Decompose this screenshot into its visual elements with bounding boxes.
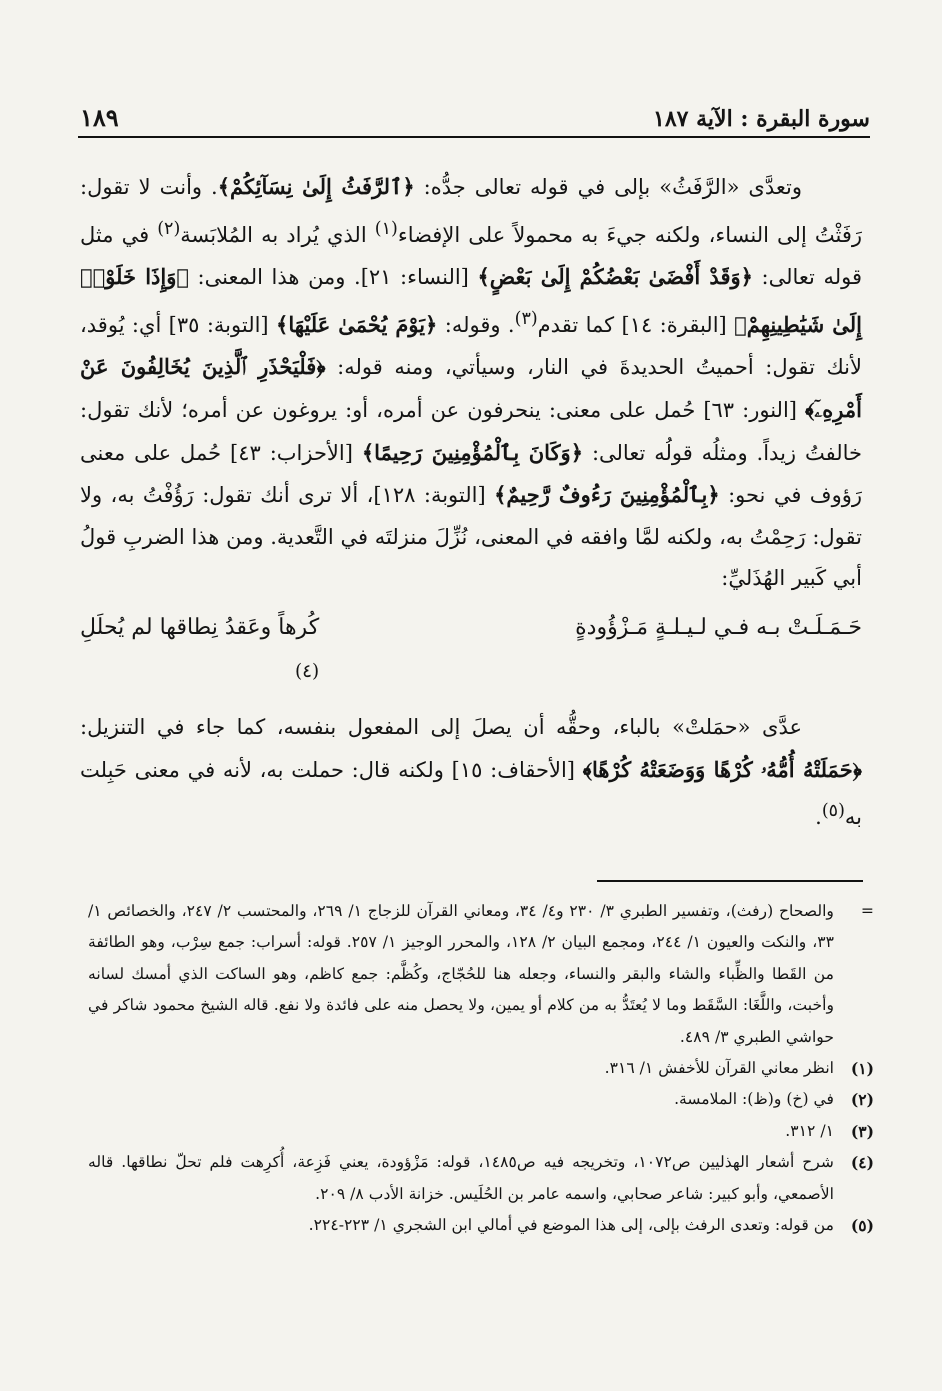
page-number: ١٨٩ [80,103,119,132]
running-header [80,96,870,132]
text-run: [النساء: ٢١]. ومن هذا المعنى: [188,265,478,290]
quran-quote: ﴿وَقَدْ أَفْضَىٰ بَعْضُكُمْ إِلَىٰ بَعْضٍ﴾ [477,264,753,290]
text-run: الذي يُراد به المُلابَسة [180,222,375,247]
footnote-ref: (٥) [821,801,845,822]
footnote-ref: (٤) [295,660,320,682]
footnote-2 [88,1084,874,1115]
text-run: وتعدَّى «الرَّفَثُ» بإلى في قوله تعالى جدُّه: [414,175,802,199]
quran-quote: ﴿ٱلرَّفَثُ إِلَىٰ نِسَآئِكُمْ﴾ [217,174,415,199]
paragraph-2 [80,707,862,839]
text-run: في مثل قوله تعالى: [80,222,862,290]
paragraph-1 [80,166,862,600]
text-run: عدَّى «حمَلتْ» بالباء، وحقُّه أن يصلَ إلى المفعول بنفسه، كما جاء في التنزيل: [80,715,802,740]
quran-quote: ﴿وَإِذَا خَلَوْا۟ إِلَىٰ شَيَٰطِينِهِمْ﴾ [80,264,862,337]
text-run: [التوبة: ١٢٨]، ألا ترى أنك تقول: رَؤُفْتُ به، ولا تقول: رَحِمْتُ به، ولكنه لمَّا وافقه في المعنى، نُزِّلَ منزلتَه في التَّعدية. ومن هذا الضربِ قولُ أبي كَبير الهُذَليِّ: [80,483,862,591]
text-run: . وقوله: [437,312,515,337]
quran-quote: ﴿بِٱلْمُؤْمِنِينَ رَءُوفٌ رَّحِيمٌ﴾ [494,482,720,508]
text-run: . وأنت لا تقول: رَفَثْتُ إلى النساء، ولكنه جيءَ به محمولاً على الإفضاء [80,175,863,247]
footnote-text: شرح أشعار الهذليين ص١٠٧٢، وتخريجه فيه ص١٤٨٥، قوله: مَزْؤودة، يعني فَزِعة، أُكرِهت فلم تحلّ نطاقها. قاله الأصمعي، وأبو كبير: شاعر صحابي، واسمه عامر بن الحُلَيس. خزانة الأدب ٨/ ٢٠٩. [88,1153,834,1203]
text-run: . [815,805,822,830]
footnote-text: ١/ ٣١٢. [785,1121,834,1140]
footnote-divider [597,880,863,882]
footnote-text: في (خ) و(ظ): الملامسة. [674,1090,834,1109]
footnote-1 [88,1053,874,1084]
verse-text: كُرهاً وعَقدُ نِطاقها لم يُحلَلِ [80,614,320,640]
footnote-mark: (٤) [850,1153,874,1173]
text-run: [التوبة: ٣٥] أي: يُوقد، لأنك تقول: أحميتُ الحديدةَ في النار، وسيأتي، ومنه قوله: [80,312,862,380]
footnote-mark: (٢) [850,1090,874,1110]
footnote-ref: (٣) [514,308,538,329]
quran-quote: ﴿يَوْمَ يُحْمَىٰ عَلَيْهَا﴾ [276,311,438,337]
surah-title: سورة البقرة : الآية ١٨٧ [653,106,870,132]
verse-second-hemistich [80,606,319,701]
footnote-5 [88,1210,874,1241]
footnotes [88,896,874,1241]
header-divider [78,136,870,138]
footnote-ref: (١) [374,218,398,239]
footnote-mark: (١) [850,1059,874,1079]
footnote-text: انظر معاني القرآن للأخفش ١/ ٣١٦. [604,1059,834,1078]
main-text [80,166,862,839]
footnote-continuation [88,896,874,1053]
footnote-text: والصحاح (رفث)، وتفسير الطبري ٣/ ٢٣٠ و٤/ ٣٤، ومعاني القرآن للزجاج ١/ ٢٦٩، والمحتسب ٢/ ٢٤٧، والخصائص ١/ ٣٣، والنكت والعيون ١/ ٢٤٤، ومجمع البيان ٢/ ١٢٨، والمحرر الوجيز ١/ ٢٥٧. قوله: أسراب: جمع سِرْب، وهو الطائفة من القَطا والظِّباء والشاء والبقر والنساء، وجعله هنا للحُجّاج، وكُظَّم: جمع كاظم، وهو الساكت الذي أمسك لسانه وأخبت، واللَّغَا: السَّقَط وما لا يُعتَدُّ به من كلام أو يمين، ولا يحصل منه على فائدة ولا نفع. قاله الشيخ محمود شاكر في حواشي الطبري ٣/ ٤٨٩. [88,902,835,1046]
text-run: [البقرة: ١٤] كما تقدم [537,312,735,337]
footnote-3 [88,1116,874,1147]
footnote-mark: = [860,902,874,920]
text-run: [الأحزاب: ٤٣] حُمل على معنى رَؤوف في نحو: [80,440,862,508]
footnote-text: من قوله: وتعدى الرفث بإلى، إلى هذا الموضع في أمالي ابن الشجري ١/ ٢٢٣-٢٢٤. [308,1216,834,1235]
quran-quote: ﴿وَكَانَ بِٱلْمُؤْمِنِينَ رَحِيمًا﴾ [361,439,584,465]
verse-first-hemistich: حَـمَـلَـتْ بـه فـي لـيـلـةٍ مَـزْؤُودةٍ [575,614,862,640]
footnote-4 [88,1147,874,1210]
quran-quote: ﴿حَمَلَتْهُ أُمُّهُۥ كُرْهًا وَوَضَعَتْهُ كُرْهًا﴾ [582,756,862,782]
text-run: [الأحقاف: ١٥] ولكنه قال: حملت به، لأنه في معنى حَبِلت به [80,757,862,830]
poetry-verse [80,606,862,701]
footnote-mark: (٥) [850,1216,874,1236]
footnote-ref: (٢) [157,218,181,239]
text-run: [النور: ٦٣] حُمل على معنى: ينحرفون عن أمره، أو: يروغون عن أمره؛ لأنك تقول: خالفتُ زيداً. ومثلُه قولُه تعالى: [80,397,863,465]
footnote-mark: (٣) [850,1121,874,1141]
quran-quote: ﴿فَلْيَحْذَرِ ٱلَّذِينَ يُخَالِفُونَ عَنْ أَمْرِهِۦٓ﴾ [80,354,862,422]
